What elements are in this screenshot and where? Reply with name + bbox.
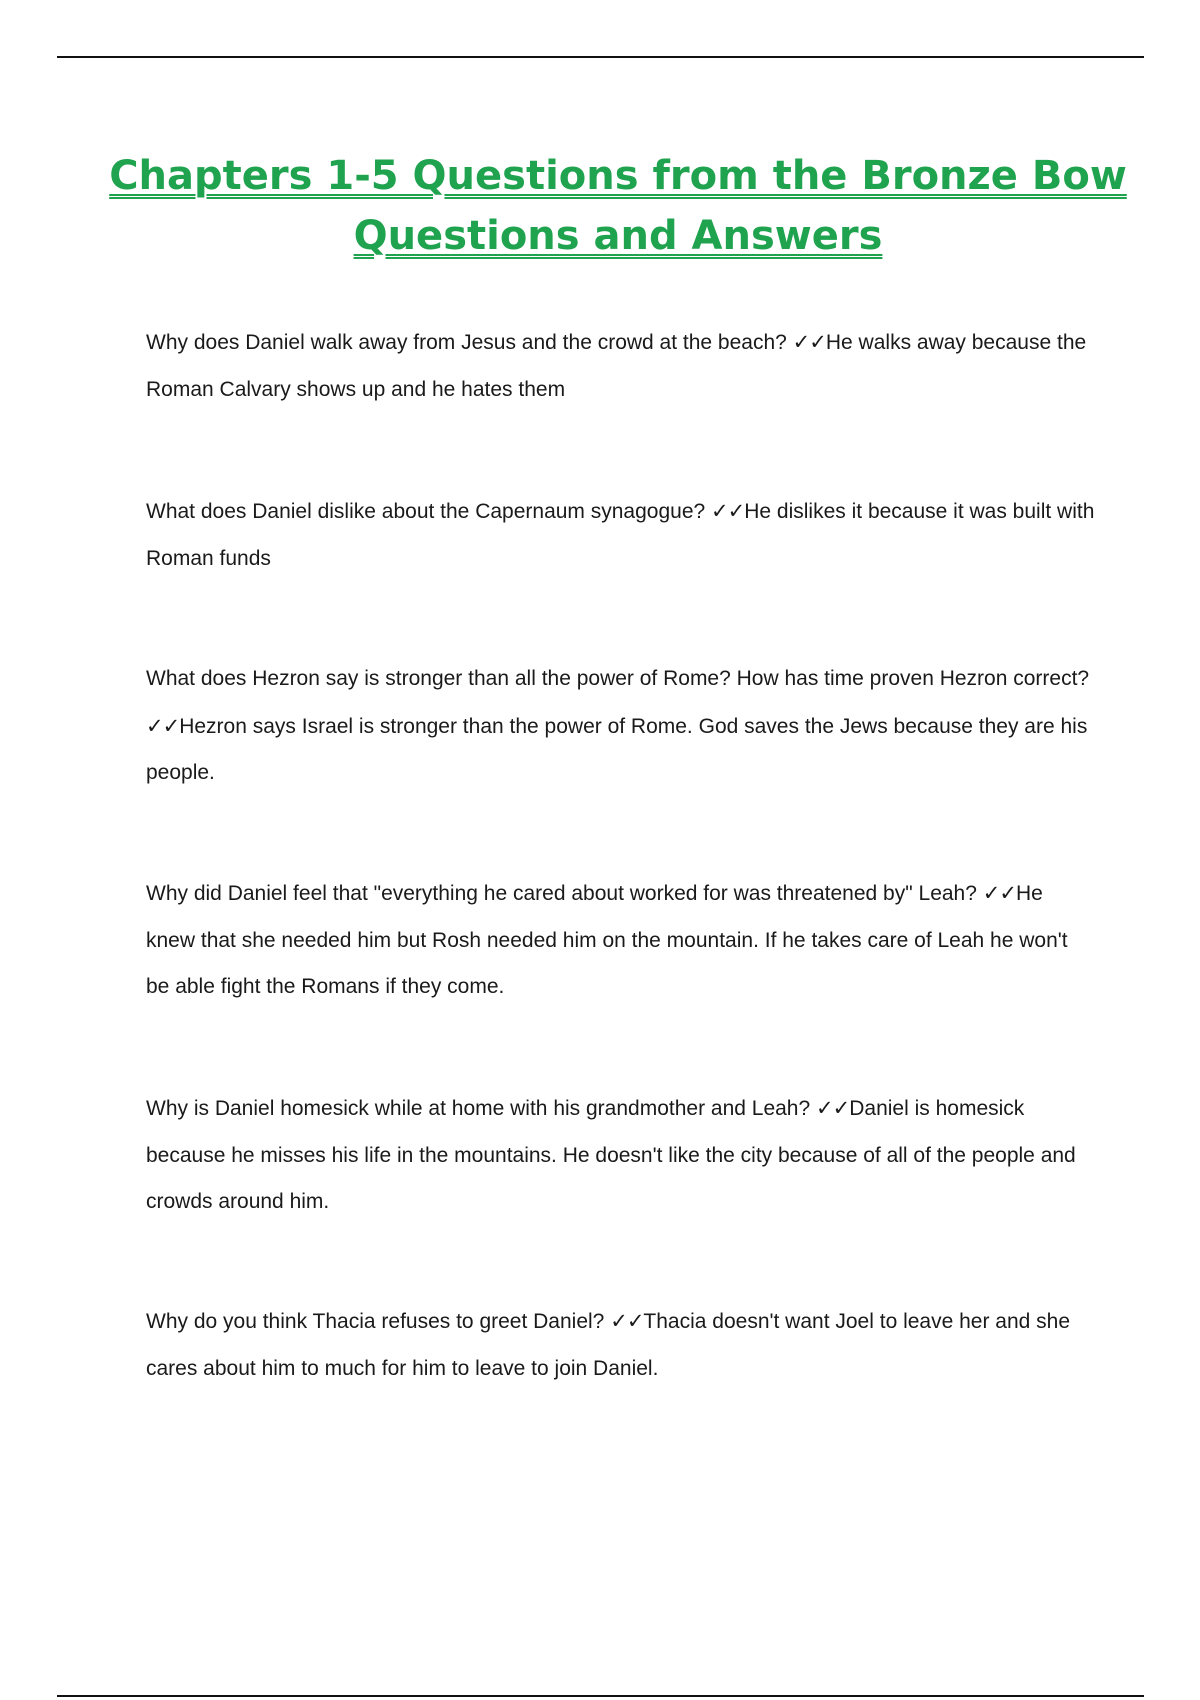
question-text: What does Hezron say is stronger than all the power of Rome? How has time proven Hezron correct? xyxy=(146,667,1090,690)
question-text: What does Daniel dislike about the Capernaum synagogue? xyxy=(146,500,706,523)
answer-text: Daniel is homesick because he misses his life in the mountains. He doesn't like the city because of all of the people and crowds around him. xyxy=(146,1097,1076,1213)
bottom-rule xyxy=(57,1695,1144,1697)
answer-text: Thacia doesn't want Joel to leave her and she cares about him to much for him to leave to join Daniel. xyxy=(146,1310,1071,1380)
question-text: Why is Daniel homesick while at home with his grandmother and Leah? xyxy=(146,1097,811,1120)
double-check-icon: ✓✓ xyxy=(816,1096,850,1120)
document-title xyxy=(0,146,1200,266)
answer-text: He dislikes it because it was built with Roman funds xyxy=(146,500,1095,570)
qa-item xyxy=(146,656,1096,797)
qa-item xyxy=(146,1298,1096,1392)
double-check-icon: ✓✓ xyxy=(792,330,826,354)
double-check-icon: ✓✓ xyxy=(711,499,745,523)
qa-item xyxy=(146,870,1096,1011)
title-line-2: Questions and Answers xyxy=(353,213,883,259)
answer-text: He knew that she needed him but Rosh needed him on the mountain. If he takes care of Leah he won't be able fight the Romans if they come. xyxy=(146,882,1068,998)
answer-text: He walks away because the Roman Calvary shows up and he hates them xyxy=(146,331,1087,401)
double-check-icon: ✓✓ xyxy=(610,1309,644,1333)
question-text: Why do you think Thacia refuses to greet Daniel? xyxy=(146,1310,605,1333)
double-check-icon: ✓✓ xyxy=(146,713,180,738)
title-line-1: Chapters 1-5 Questions from the Bronze Bow xyxy=(109,153,1127,199)
double-check-icon: ✓✓ xyxy=(982,881,1016,905)
question-text: Why does Daniel walk away from Jesus and the crowd at the beach? xyxy=(146,331,787,354)
qa-item xyxy=(146,1085,1096,1226)
qa-item xyxy=(146,488,1096,582)
question-text: Why did Daniel feel that "everything he cared about worked for was threatened by" Leah? xyxy=(146,882,977,905)
top-rule xyxy=(57,56,1144,58)
qa-item xyxy=(146,319,1096,413)
answer-text: Hezron says Israel is stronger than the power of Rome. God saves the Jews because they are his people. xyxy=(146,714,1088,784)
